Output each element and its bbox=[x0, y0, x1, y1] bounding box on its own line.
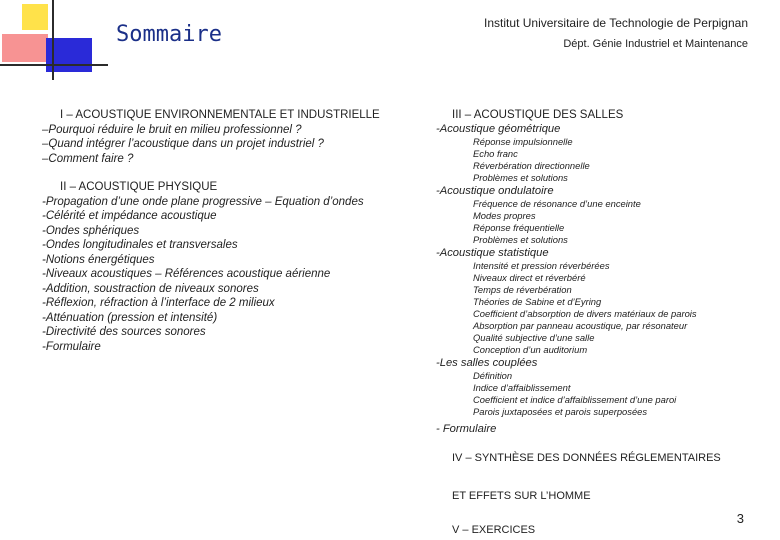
department-name: Dépt. Génie Industriel et Maintenance bbox=[563, 38, 748, 50]
formulaire-item: - Formulaire bbox=[436, 423, 497, 435]
list-item: Fréquence de résonance d’une enceinte bbox=[473, 198, 641, 209]
group-title: -Acoustique ondulatoire bbox=[436, 185, 554, 197]
list-item: Réverbération directionnelle bbox=[473, 160, 590, 171]
section4-heading-line2: ET EFFETS SUR L’HOMME bbox=[452, 490, 591, 502]
group-title: -Acoustique statistique bbox=[436, 247, 549, 259]
list-item: -Niveaux acoustiques – Références acoustique aérienne bbox=[42, 268, 331, 280]
section4-heading-line1: IV – SYNTHÈSE DES DONNÉES RÉGLEMENTAIRES bbox=[452, 452, 721, 464]
group-title: -Acoustique géométrique bbox=[436, 123, 561, 135]
list-item: Indice d’affaiblissement bbox=[473, 382, 571, 393]
list-item: –Comment faire ? bbox=[42, 152, 134, 165]
list-item: Niveaux direct et réverbéré bbox=[473, 272, 586, 283]
list-item: Parois juxtaposées et parois superposées bbox=[473, 406, 648, 417]
list-item: –Quand intégrer l’acoustique dans un projet industriel ? bbox=[42, 138, 324, 150]
logo-red-square bbox=[2, 34, 48, 62]
page-title: Sommaire bbox=[116, 22, 222, 47]
list-item: Réponse impulsionnelle bbox=[473, 136, 573, 147]
institution-name: Institut Universitaire de Technologie de Perpignan bbox=[484, 16, 748, 30]
list-item: Temps de réverbération bbox=[473, 284, 572, 295]
section1-heading: I – ACOUSTIQUE ENVIRONNEMENTALE ET INDUSTRIELLE bbox=[60, 109, 380, 121]
logo-horizontal-line bbox=[0, 64, 108, 66]
list-item: -Ondes sphériques bbox=[42, 224, 140, 237]
list-item: Théories de Sabine et d’Eyring bbox=[473, 296, 602, 307]
list-item: -Propagation d’une onde plane progressive – Equation d’ondes bbox=[42, 195, 364, 208]
list-item: –Pourquoi réduire le bruit en milieu professionnel ? bbox=[42, 123, 302, 136]
list-item: Problèmes et solutions bbox=[473, 172, 568, 183]
left-column bbox=[42, 108, 380, 354]
list-item: Intensité et pression réverbérées bbox=[473, 260, 610, 271]
list-item: -Atténuation (pression et intensité) bbox=[42, 311, 218, 324]
logo bbox=[0, 0, 110, 80]
list-item: -Notions énergétiques bbox=[42, 253, 155, 266]
logo-vertical-line bbox=[52, 0, 54, 80]
list-item: -Directivité des sources sonores bbox=[42, 326, 206, 338]
list-item: Echo franc bbox=[473, 148, 518, 159]
section2-heading: II – ACOUSTIQUE PHYSIQUE bbox=[60, 181, 218, 193]
list-item: Modes propres bbox=[473, 210, 536, 221]
list-item: Absorption par panneau acoustique, par résonateur bbox=[473, 320, 688, 331]
list-item: -Addition, soustraction de niveaux sonores bbox=[42, 282, 259, 295]
list-item: Coefficient et indice d’affaiblissement d’une paroi bbox=[473, 394, 677, 405]
list-item: Problèmes et solutions bbox=[473, 234, 568, 245]
group-title: -Les salles couplées bbox=[436, 357, 538, 369]
section3-heading: III – ACOUSTIQUE DES SALLES bbox=[452, 109, 624, 121]
list-item: Coefficient d’absorption de divers matériaux de parois bbox=[473, 308, 697, 319]
section5-heading: V – EXERCICES bbox=[452, 524, 536, 536]
list-item: Qualité subjective d’une salle bbox=[473, 332, 595, 343]
list-item: Conception d’un auditorium bbox=[473, 344, 588, 355]
list-item: Définition bbox=[473, 370, 513, 381]
list-item: -Ondes longitudinales et transversales bbox=[42, 239, 238, 251]
list-item: -Réflexion, réfraction à l’interface de 2 milieux bbox=[42, 297, 275, 309]
logo-yellow-square bbox=[22, 4, 48, 30]
right-column bbox=[436, 108, 697, 436]
list-item: -Célérité et impédance acoustique bbox=[42, 210, 217, 222]
list-item: Réponse fréquentielle bbox=[473, 222, 565, 233]
page-number: 3 bbox=[736, 511, 744, 526]
list-item: -Formulaire bbox=[42, 340, 101, 353]
